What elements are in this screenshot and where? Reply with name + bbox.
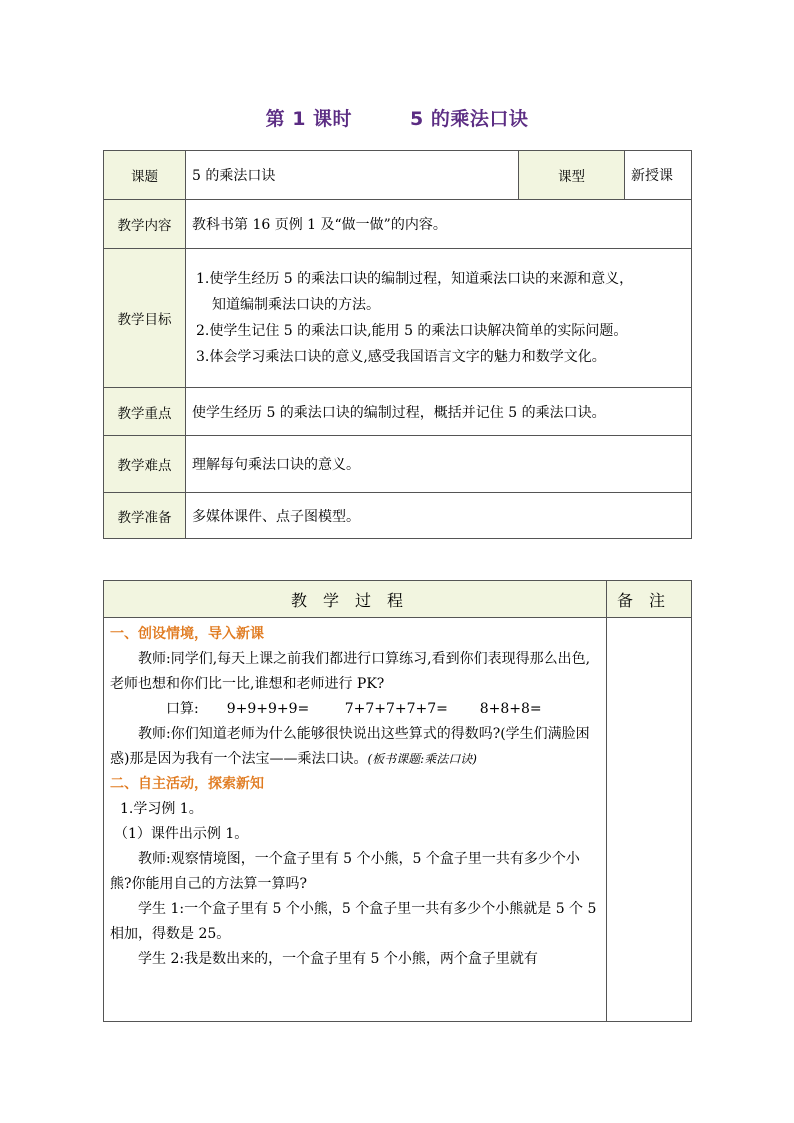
calc-expression: 8+8+8= (479, 701, 542, 717)
paragraph: 学生 2:我是数出来的，一个盒子里有 5 个小熊，两个盒子里就有 (138, 951, 538, 967)
process-header-row (104, 581, 692, 618)
topic-value: 5 的乘法口诀 (186, 151, 519, 200)
topic-label: 课题 (104, 151, 186, 200)
goal-item: 知道编制乘法口诀的方法。 (212, 297, 380, 313)
board-note: (板书课题:乘法口诀) (367, 752, 477, 766)
difficulty-row (104, 436, 692, 493)
paragraph (110, 722, 600, 772)
teaching-process-table (103, 580, 692, 1022)
prep-label: 教学准备 (104, 493, 186, 539)
paragraph: 教师:同学们,每天上课之前我们都进行口算练习,看到你们表现得那么出色,老师也想和你们比一比,谁想和老师进行 PK? (110, 651, 591, 692)
content-label: 教学内容 (104, 200, 186, 249)
goal-item: 3.体会学习乘法口诀的意义,感受我国语言文字的魅力和数学文化。 (196, 349, 606, 365)
list-item: （1）课件出示例 1。 (114, 826, 249, 842)
notes-header: 备注 (607, 581, 692, 618)
type-label: 课型 (519, 151, 625, 200)
calc-expression: 9+9+9+9= (226, 701, 310, 717)
key-label: 教学重点 (104, 388, 186, 436)
page-title (0, 104, 794, 131)
goals-cell (186, 249, 692, 388)
topic-row (104, 151, 692, 200)
calc-label: 口算: (166, 701, 199, 717)
prep-value: 多媒体课件、点子图模型。 (186, 493, 692, 539)
notes-cell (607, 618, 692, 1022)
section-heading: 一、创设情境，导入新课 (110, 626, 264, 642)
goal-item: 2.使学生记住 5 的乘法口诀,能用 5 的乘法口诀解决简单的实际问题。 (196, 323, 628, 339)
calc-expression: 7+7+7+7+7= (344, 701, 448, 717)
section-heading: 二、自主活动，探索新知 (110, 776, 264, 792)
goals-label: 教学目标 (104, 249, 186, 388)
list-item: 1.学习例 1。 (120, 801, 203, 817)
goals-row (104, 249, 692, 388)
prep-row (104, 493, 692, 539)
goal-item: 1.使学生经历 5 的乘法口诀的编制过程，知道乘法口诀的来源和意义， (196, 271, 634, 287)
lesson-topic: 5 的乘法口诀 (410, 108, 529, 130)
paragraph-text: 教师:你们知道老师为什么能够很快说出这些算式的得数吗?(学生们满脸困惑)那是因为我有一个法宝——乘法口诀。 (110, 726, 590, 767)
lesson-info-table (103, 150, 692, 539)
goals-list (192, 266, 691, 370)
process-header: 教学过程 (104, 581, 607, 618)
key-value: 使学生经历 5 的乘法口诀的编制过程，概括并记住 5 的乘法口诀。 (186, 388, 692, 436)
process-content-row (104, 618, 692, 1022)
content-row (104, 200, 692, 249)
key-row (104, 388, 692, 436)
difficulty-label: 教学难点 (104, 436, 186, 493)
mental-math-line (110, 697, 600, 722)
lesson-number: 第 1 课时 (265, 108, 353, 130)
type-value: 新授课 (625, 151, 692, 200)
content-value: 教科书第 16 页例 1 及“做一做”的内容。 (186, 200, 692, 249)
difficulty-value: 理解每句乘法口诀的意义。 (186, 436, 692, 493)
process-content (104, 618, 607, 1022)
paragraph: 学生 1:一个盒子里有 5 个小熊，5 个盒子里一共有多少个小熊就是 5 个 5 相加，得数是 25。 (110, 901, 597, 942)
paragraph: 教师:观察情境图，一个盒子里有 5 个小熊，5 个盒子里一共有多少个小熊?你能用自己的方法算一算吗? (110, 851, 580, 892)
